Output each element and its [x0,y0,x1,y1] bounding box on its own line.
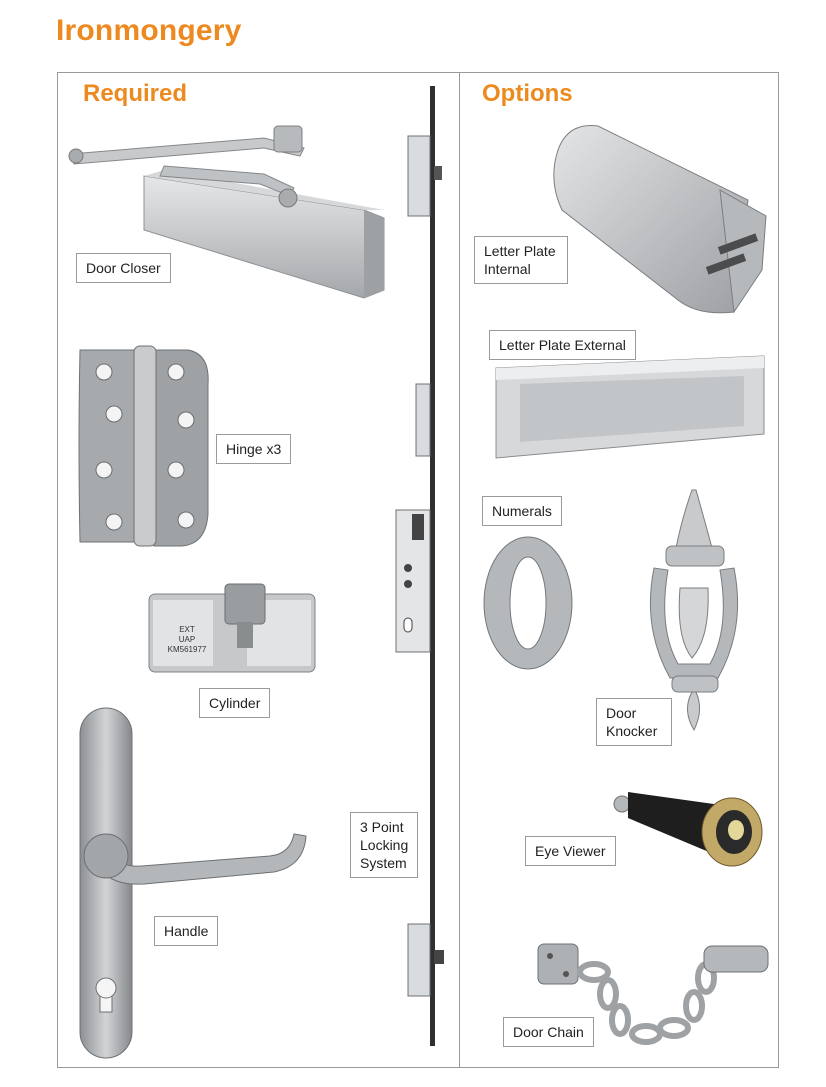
locking-system-image [394,84,454,1050]
numerals-label: Numerals [482,496,562,526]
letter-plate-internal-label: Letter Plate Internal [474,236,568,284]
hinge-image [78,344,212,550]
letter-plate-internal-image [548,120,770,316]
cylinder-mark-3: KM561977 [167,645,207,654]
door-knocker-label: Door Knocker [596,698,672,746]
cylinder-label: Cylinder [199,688,270,718]
required-heading: Required [83,80,188,107]
cylinder-image [147,582,319,676]
cylinder-mark-2: UAP [178,635,196,644]
eye-viewer-label: Eye Viewer [525,836,616,866]
door-chain-label: Door Chain [503,1017,594,1047]
door-knocker-image [636,488,754,732]
locking-system-label: 3 Point Locking System [350,812,418,878]
letter-plate-external-image [494,354,766,460]
page-title: Ironmongery [56,14,242,47]
options-heading: Options [482,80,573,107]
handle-label: Handle [154,916,218,946]
door-closer-label: Door Closer [76,253,171,283]
hinge-label: Hinge x3 [216,434,291,464]
column-divider [459,72,460,1068]
handle-image [74,706,314,1062]
numerals-image [481,534,575,672]
eye-viewer-image [612,774,764,870]
letter-plate-external-label: Letter Plate External [489,330,636,360]
cylinder-mark-1: EXT [179,625,195,634]
